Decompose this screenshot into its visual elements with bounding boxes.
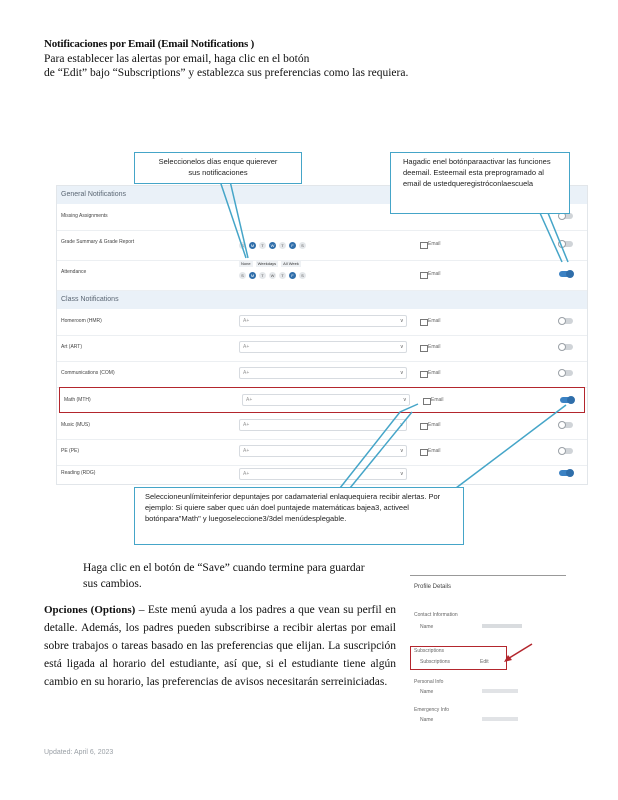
callout-grade-threshold: Seleccioneunlímiteinferior depuntajes por cadamaterial enlaquequiera recibir alertas. Por ejemplo: Si quiere saber quec uán doel puntajede matemáticas bajea3, activeel botónpara"Math" y luegoseleccione3/3del menúdesplegable.: [134, 487, 464, 545]
updated-date: Updated: April 6, 2023: [44, 749, 114, 756]
day-toggle[interactable]: F: [289, 242, 296, 249]
thumb-name-label: Name: [420, 624, 434, 630]
options-text: – Este menú ayuda a los padres a que vean su perfil en detalle. Además, los padres pueden subscribirse a recibir alertas por email sobre trabajos o tareas basado en las preferencias que elijan. La suscripción está ligada al horario del estudiante, así que, si el estudiante tiene algún cambio en su horario, las preferencias de avisos necesitarán serreiniciadas.: [44, 604, 397, 688]
day-toggle[interactable]: W: [270, 273, 275, 278]
thumb-redacted-value: [482, 689, 518, 693]
intro-line-1: Para establecer las alertas por email, haga clic en el botón: [44, 53, 310, 65]
profile-details-thumbnail: [410, 575, 566, 734]
email-label: Email: [428, 422, 441, 428]
select-value: A+: [246, 397, 253, 403]
day-toggle[interactable]: T: [279, 242, 286, 249]
day-toggle[interactable]: S: [299, 272, 306, 279]
row-label: Attendance: [61, 269, 87, 275]
thumb-highlight-box: [410, 646, 507, 670]
row-label: Math (MTH): [64, 397, 91, 403]
day-toggle[interactable]: S: [299, 242, 306, 249]
thumb-redacted-value: [482, 717, 518, 721]
day-toggle[interactable]: M: [250, 243, 255, 248]
select-value: A+: [243, 370, 250, 376]
thumb-subscriptions-row: Subscriptions: [420, 659, 451, 665]
all-week-button[interactable]: All Week: [283, 261, 299, 266]
email-label: Email: [428, 318, 441, 324]
row-label: Communications (COM): [61, 370, 115, 376]
thumb-redacted-value: [482, 624, 522, 628]
day-toggle[interactable]: F: [289, 272, 296, 279]
day-toggle[interactable]: S: [239, 242, 246, 249]
chevron-down-icon: v: [403, 397, 406, 403]
select-value: A+: [243, 471, 250, 477]
row-label: PE (PE): [61, 448, 80, 454]
row-label: Reading (RDG): [61, 470, 96, 476]
general-notifications-header: General Notifications: [57, 186, 587, 204]
callout-email: Hagadic enel botónparaactivar las funciones deemail. Esteemail esta preprogramado al email de ustedqueregistróconlaescuela: [390, 152, 570, 214]
options-paragraph: [44, 601, 396, 691]
chevron-down-icon: v: [400, 471, 403, 477]
email-label: Email: [428, 370, 441, 376]
chevron-down-icon: v: [400, 318, 403, 324]
email-label: Email: [431, 397, 444, 403]
save-instruction-line-2: sus cambios.: [83, 578, 142, 590]
day-toggle[interactable]: T: [259, 242, 266, 249]
email-label: Email: [428, 241, 441, 247]
thumb-edit-link[interactable]: Edit: [480, 659, 489, 665]
email-label: Email: [428, 448, 441, 454]
email-label: Email: [428, 344, 441, 350]
thumb-subscriptions-heading: Subscriptions: [414, 648, 445, 654]
chevron-down-icon: v: [400, 344, 403, 350]
row-label: Homeroom (HMR): [61, 318, 102, 324]
email-label: Email: [428, 271, 441, 277]
select-value: A+: [243, 448, 250, 454]
row-label: Music (MUS): [61, 422, 90, 428]
arrow-icon: [500, 640, 536, 666]
chevron-down-icon: v: [400, 370, 403, 376]
thumb-contact-heading: Contact Information: [414, 612, 458, 618]
day-toggle[interactable]: T: [259, 272, 266, 279]
intro-line-2: de “Edit” bajo “Subscriptions” y establezca sus preferencias como las requiera.: [44, 67, 409, 79]
class-notifications-header: Class Notifications: [57, 291, 587, 309]
row-label: Grade Summary & Grade Report: [61, 239, 135, 245]
options-heading: Opciones (Options): [44, 604, 136, 616]
chevron-down-icon: v: [400, 448, 403, 454]
callout-days: Seleccionelos días enque quierever sus notificaciones: [134, 152, 302, 184]
thumb-second-section: Personal Info: [414, 679, 444, 685]
day-toggle[interactable]: M: [250, 273, 255, 278]
day-toggle[interactable]: T: [279, 272, 286, 279]
day-toggle[interactable]: W: [270, 243, 275, 248]
thumb-third-section: Emergency Info: [414, 707, 450, 713]
select-value: A+: [243, 318, 250, 324]
row-label: Missing Assignments: [61, 213, 108, 219]
thumb-name-label-2: Name: [420, 689, 434, 695]
weekdays-button[interactable]: Weekdays: [257, 261, 277, 266]
row-label: Art (ART): [61, 344, 83, 350]
thumb-title: Profile Details: [414, 584, 452, 590]
save-instruction-line-1: Haga clic en el botón de “Save” cuando termine para guardar: [83, 562, 365, 574]
section-title: Notificaciones por Email (Email Notifications ): [44, 38, 255, 50]
day-toggle[interactable]: S: [239, 272, 246, 279]
select-value: A+: [243, 344, 250, 350]
thumb-name-label-3: Name: [420, 717, 434, 723]
chevron-down-icon: v: [400, 422, 403, 428]
none-button[interactable]: None: [241, 261, 251, 266]
select-value: A+: [243, 422, 250, 428]
